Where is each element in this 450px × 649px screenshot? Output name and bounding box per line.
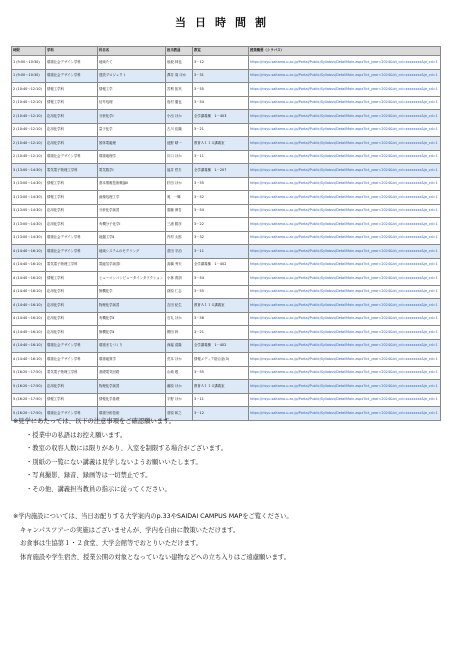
- department-cell: 環境社会デザイン学科: [46, 150, 98, 164]
- department-cell: 情報工学科: [46, 393, 98, 407]
- room-cell: 3－54: [193, 204, 249, 218]
- table-row: [12, 218, 441, 232]
- header-period: 時限: [12, 47, 46, 56]
- syllabus-link[interactable]: https://risyu.saitama-u.ac.jp/Portal/Public/Syllabus/DetailMain.aspx?lct_year=2024&lct_cd=xxxxxxxx&je_cd=1: [249, 204, 441, 218]
- syllabus-link[interactable]: https://risyu.saitama-u.ac.jp/Portal/Public/Syllabus/DetailMain.aspx?lct_year=2024&lct_cd=xxxxxxxx&je_cd=1: [249, 231, 441, 245]
- period-cell: 2 (10:40～12:10): [12, 150, 46, 164]
- department-cell: 応用化学科: [46, 326, 98, 340]
- notes-intro: ※見学にあたっては、以下の注意事項をご確認願います。: [13, 418, 176, 425]
- period-cell: 3 (13:00～14:30): [12, 204, 46, 218]
- subject-cell: 無機化学: [98, 285, 166, 299]
- subject-cell: ヒューマンコンピュータインタラクション: [98, 272, 166, 286]
- subject-cell: 情報化学基礎: [98, 393, 166, 407]
- teacher-cell: 島村 徹也: [166, 96, 193, 110]
- subject-cell: 基本情報技術概論Ⅱ: [98, 177, 166, 191]
- room-cell: 3－55: [193, 177, 249, 191]
- teacher-cell: 杉田 ほか: [166, 177, 193, 191]
- subject-cell: 情報工学: [98, 83, 166, 97]
- syllabus-link[interactable]: https://risyu.saitama-u.ac.jp/Portal/Public/Syllabus/DetailMain.aspx?lct_year=2024&lct_cd=xxxxxxxx&je_cd=1: [249, 191, 441, 205]
- subject-cell: 量子化学: [98, 123, 166, 137]
- syllabus-link[interactable]: https://risyu.saitama-u.ac.jp/Portal/Public/Syllabus/DetailMain.aspx?lct_year=2024&lct_cd=xxxxxxxx&je_cd=1: [249, 326, 441, 340]
- department-cell: 情報工学科: [46, 96, 98, 110]
- period-cell: 5 (16:20～17:50): [12, 380, 46, 394]
- syllabus-link[interactable]: https://risyu.saitama-u.ac.jp/Portal/Public/Syllabus/DetailMain.aspx?lct_year=2024&lct_cd=xxxxxxxx&je_cd=1: [249, 353, 441, 367]
- table-row: [12, 231, 441, 245]
- syllabus-link[interactable]: https://risyu.saitama-u.ac.jp/Portal/Public/Syllabus/DetailMain.aspx?lct_year=2024&lct_cd=xxxxxxxx&je_cd=1: [249, 299, 441, 313]
- room-cell: 3－55: [193, 83, 249, 97]
- teacher-cell: 三浦 勝彦: [166, 218, 193, 232]
- period-cell: 4 (14:40～16:10): [12, 258, 46, 272]
- teacher-cell: 荒本 ほか: [166, 353, 193, 367]
- teacher-cell: 内村 太郎: [166, 231, 193, 245]
- period-cell: 4 (14:40～16:10): [12, 353, 46, 367]
- department-cell: 環境社会デザイン学科: [46, 69, 98, 83]
- teacher-cell: 宮利 拓実: [166, 83, 193, 97]
- department-cell: 情報工学科: [46, 83, 98, 97]
- room-cell: 3－12: [193, 407, 249, 421]
- table-header-row: [12, 47, 441, 56]
- note-item: ・別紙の一覧にない講義は見学しないようお願いいたします。: [26, 458, 202, 466]
- table-row: [12, 312, 441, 326]
- syllabus-link[interactable]: https://risyu.saitama-u.ac.jp/Portal/Public/Syllabus/DetailMain.aspx?lct_year=2024&lct_cd=xxxxxxxx&je_cd=1: [249, 150, 441, 164]
- note-item: ・教室の収容人数には限りがあり、入室を制限する場合がございます。: [26, 445, 227, 452]
- department-cell: 応用化学科: [46, 137, 98, 151]
- subject-cell: 分析化学演習: [98, 204, 166, 218]
- teacher-cell: 小出 ほか: [166, 110, 193, 124]
- subject-cell: 環境地理学: [98, 150, 166, 164]
- period-cell: 5 (16:20～17:50): [12, 407, 46, 421]
- room-cell: 3－22: [193, 218, 249, 232]
- room-cell: 教育Ａ１１４講義室: [193, 299, 249, 313]
- syllabus-link[interactable]: https://risyu.saitama-u.ac.jp/Portal/Public/Syllabus/DetailMain.aspx?lct_year=2024&lct_cd=xxxxxxxx&je_cd=1: [249, 56, 441, 70]
- period-cell: 3 (13:00～14:30): [12, 177, 46, 191]
- department-cell: 電気電子物理工学科: [46, 258, 98, 272]
- subject-cell: 物理化学演習: [98, 299, 166, 313]
- room-cell: 3－12: [193, 56, 249, 70]
- department-cell: 応用化学科: [46, 285, 98, 299]
- teacher-cell: 深堀 清隆: [166, 339, 193, 353]
- header-teacher: 担当教員: [166, 47, 193, 56]
- table-row: [12, 164, 441, 178]
- table-row: [12, 380, 441, 394]
- room-cell: 情報メディア総合室(3): [193, 353, 249, 367]
- teacher-cell: 吉田 紀生: [166, 299, 193, 313]
- syllabus-link[interactable]: https://risyu.saitama-u.ac.jp/Portal/Public/Syllabus/DetailMain.aspx?lct_year=2024&lct_cd=xxxxxxxx&je_cd=1: [249, 312, 441, 326]
- table-row: [12, 123, 441, 137]
- table-row: [12, 150, 441, 164]
- subject-cell: 画像処理工学: [98, 191, 166, 205]
- table-row: [12, 339, 441, 353]
- department-cell: 環境社会デザイン学科: [46, 56, 98, 70]
- department-cell: 応用化学科: [46, 380, 98, 394]
- syllabus-link[interactable]: https://risyu.saitama-u.ac.jp/Portal/Public/Syllabus/DetailMain.aspx?lct_year=2024&lct_cd=xxxxxxxx&je_cd=1: [249, 96, 441, 110]
- room-cell: 全学講義棟 1－207: [193, 164, 249, 178]
- department-cell: 情報工学科: [46, 177, 98, 191]
- table-row: [12, 285, 441, 299]
- syllabus-link[interactable]: https://risyu.saitama-u.ac.jp/Portal/Public/Syllabus/DetailMain.aspx?lct_year=2024&lct_cd=xxxxxxxx&je_cd=1: [249, 218, 441, 232]
- teacher-cell: 澤井 周 ほか: [166, 69, 193, 83]
- syllabus-link[interactable]: https://risyu.saitama-u.ac.jp/Portal/Public/Syllabus/DetailMain.aspx?lct_year=2024&lct_cd=xxxxxxxx&je_cd=1: [249, 177, 441, 191]
- table-row: [12, 137, 441, 151]
- syllabus-link[interactable]: https://risyu.saitama-u.ac.jp/Portal/Public/Syllabus/DetailMain.aspx?lct_year=2024&lct_cd=xxxxxxxx&je_cd=1: [249, 123, 441, 137]
- room-cell: 3－54: [193, 96, 249, 110]
- teacher-cell: 宇野 ほか: [166, 393, 193, 407]
- room-cell: 3－52: [193, 191, 249, 205]
- syllabus-link[interactable]: https://risyu.saitama-u.ac.jp/Portal/Public/Syllabus/DetailMain.aspx?lct_year=2024&lct_cd=xxxxxxxx&je_cd=1: [249, 285, 441, 299]
- subject-cell: 環境まちづくり: [98, 339, 166, 353]
- syllabus-link[interactable]: https://risyu.saitama-u.ac.jp/Portal/Public/Syllabus/DetailMain.aspx?lct_year=2024&lct_cd=xxxxxxxx&je_cd=1: [249, 407, 441, 421]
- subject-cell: 建設プロジェクト: [98, 69, 166, 83]
- period-cell: 2 (10:40～12:10): [12, 110, 46, 124]
- period-cell: 4 (14:40～16:10): [12, 285, 46, 299]
- teacher-cell: 菅原 和之: [166, 407, 193, 421]
- table-row: [12, 366, 441, 380]
- period-cell: 3 (13:00～14:30): [12, 218, 46, 232]
- syllabus-link[interactable]: https://risyu.saitama-u.ac.jp/Portal/Public/Syllabus/DetailMain.aspx?lct_year=2024&lct_cd=xxxxxxxx&je_cd=1: [249, 245, 441, 259]
- department-cell: 電気電子物理工学科: [46, 164, 98, 178]
- subject-cell: 分析化学Ⅰ: [98, 110, 166, 124]
- period-cell: 4 (14:40～16:10): [12, 299, 46, 313]
- period-cell: 3 (13:00～14:30): [12, 231, 46, 245]
- syllabus-link[interactable]: https://risyu.saitama-u.ac.jp/Portal/Public/Syllabus/DetailMain.aspx?lct_year=2024&lct_cd=xxxxxxxx&je_cd=1: [249, 380, 441, 394]
- table-row: [12, 56, 441, 70]
- room-cell: 3－32: [193, 231, 249, 245]
- page-title: 当日時間割: [175, 16, 275, 29]
- department-cell: 環境社会デザイン学科: [46, 231, 98, 245]
- department-cell: 環境社会デザイン学科: [46, 339, 98, 353]
- subject-cell: 物理化学演習: [98, 380, 166, 394]
- teacher-cell: 柳田 幹: [166, 326, 193, 340]
- teacher-cell: 山崎 敬: [166, 366, 193, 380]
- table-row: [12, 96, 441, 110]
- period-cell: 1 (9:00～10:30): [12, 69, 46, 83]
- department-cell: 応用化学科: [46, 110, 98, 124]
- subject-cell: 地域システムのモデリング: [98, 245, 166, 259]
- subject-cell: 環境地質学: [98, 353, 166, 367]
- campus-note-line: お食事は生協第１・２食堂、大学会館等でおとりいただけます。: [20, 540, 203, 547]
- room-cell: 3－56: [193, 312, 249, 326]
- table-row: [12, 353, 441, 367]
- subject-cell: 基礎電気回路: [98, 366, 166, 380]
- teacher-cell: 小林 貴訓: [166, 272, 193, 286]
- room-cell: 3－55: [193, 366, 249, 380]
- department-cell: 環境社会デザイン学科: [46, 407, 98, 421]
- room-cell: 3－31: [193, 69, 249, 83]
- teacher-cell: 古川 佳織: [166, 123, 193, 137]
- table-row: [12, 204, 441, 218]
- period-cell: 3 (13:00～14:30): [12, 191, 46, 205]
- table-row: [12, 110, 441, 124]
- timetable-body: [12, 56, 441, 421]
- table-row: [12, 258, 441, 272]
- period-cell: 2 (10:40～12:10): [12, 96, 46, 110]
- subject-cell: 有機化学Ⅱ: [98, 312, 166, 326]
- period-cell: 4 (14:40～16:10): [12, 339, 46, 353]
- table-row: [12, 299, 441, 313]
- table-row: [12, 272, 441, 286]
- syllabus-link[interactable]: https://risyu.saitama-u.ac.jp/Portal/Public/Syllabus/DetailMain.aspx?lct_year=2024&lct_cd=xxxxxxxx&je_cd=1: [249, 272, 441, 286]
- subject-cell: 有機分子化学Ⅰ: [98, 218, 166, 232]
- note-item: ・その他、講義担当教員の指示に従ってください。: [26, 485, 171, 493]
- room-cell: 3－11: [193, 393, 249, 407]
- timetable: [11, 46, 441, 421]
- department-cell: 情報工学科: [46, 191, 98, 205]
- period-cell: 5 (16:20～17:50): [12, 393, 46, 407]
- department-cell: 環境社会デザイン学科: [46, 353, 98, 367]
- note-item: ・写真撮影、録音、録画等は一切禁止です。: [26, 472, 152, 479]
- subject-cell: 地盤工学Ⅱ: [98, 231, 166, 245]
- table-row: [12, 245, 441, 259]
- subject-cell: 電磁気学演習Ⅰ: [98, 258, 166, 272]
- subject-cell: 無機化学Ⅱ: [98, 326, 166, 340]
- syllabus-link[interactable]: https://risyu.saitama-u.ac.jp/Portal/Public/Syllabus/DetailMain.aspx?lct_year=2024&lct_cd=xxxxxxxx&je_cd=1: [249, 258, 441, 272]
- room-cell: 3－21: [193, 123, 249, 137]
- teacher-cell: 荻原 仁志: [166, 285, 193, 299]
- note-item: ・授業中の私語はお控え願います。: [26, 431, 127, 439]
- department-cell: 応用化学科: [46, 312, 98, 326]
- header-subject: 科目名: [98, 47, 166, 56]
- teacher-cell: 坂坂 林也: [166, 56, 193, 70]
- teacher-cell: 石丸 ほか: [166, 312, 193, 326]
- room-cell: 全学講義棟 1－402: [193, 339, 249, 353]
- period-cell: 1 (9:00～10:30): [12, 56, 46, 70]
- teacher-cell: 藤原 ほか: [166, 380, 193, 394]
- department-cell: 情報工学科: [46, 272, 98, 286]
- table-row: [12, 69, 441, 83]
- header-room: 教室: [193, 47, 249, 56]
- teacher-cell: 高橋 秀夫: [166, 258, 193, 272]
- table-row: [12, 177, 441, 191]
- table-row: [12, 393, 441, 407]
- period-cell: 2 (10:40～12:10): [12, 83, 46, 97]
- department-cell: 環境社会デザイン学科: [46, 245, 98, 259]
- table-row: [12, 191, 441, 205]
- teacher-cell: 奥 一輝: [166, 191, 193, 205]
- room-cell: 全学講義棟 1－402: [193, 258, 249, 272]
- teacher-cell: 池野 晴一: [166, 137, 193, 151]
- teacher-cell: 福井 哲夫: [166, 164, 193, 178]
- room-cell: 3－11: [193, 150, 249, 164]
- syllabus-link[interactable]: https://risyu.saitama-u.ac.jp/Portal/Public/Syllabus/DetailMain.aspx?lct_year=2024&lct_cd=xxxxxxxx&je_cd=1: [249, 164, 441, 178]
- syllabus-link[interactable]: https://risyu.saitama-u.ac.jp/Portal/Public/Syllabus/DetailMain.aspx?lct_year=2024&lct_cd=xxxxxxxx&je_cd=1: [249, 366, 441, 380]
- subject-cell: 環境分析技術: [98, 407, 166, 421]
- room-cell: 3－21: [193, 326, 249, 340]
- teacher-cell: 齋藤 伸吾: [166, 204, 193, 218]
- syllabus-link[interactable]: https://risyu.saitama-u.ac.jp/Portal/Public/Syllabus/DetailMain.aspx?lct_year=2024&lct_cd=xxxxxxxx&je_cd=1: [249, 393, 441, 407]
- header-syllabus: 授業概要（シラバス）: [249, 47, 441, 56]
- period-cell: 2 (10:40～12:10): [12, 137, 46, 151]
- department-cell: 応用化学科: [46, 218, 98, 232]
- syllabus-link[interactable]: https://risyu.saitama-u.ac.jp/Portal/Public/Syllabus/DetailMain.aspx?lct_year=2024&lct_cd=xxxxxxxx&je_cd=1: [249, 69, 441, 83]
- room-cell: 3－55: [193, 285, 249, 299]
- table-row: [12, 326, 441, 340]
- room-cell: 教育Ａ１１４講義室: [193, 137, 249, 151]
- header-department: 学科: [46, 47, 98, 56]
- table-row: [12, 83, 441, 97]
- period-cell: 3 (13:00～14:30): [12, 164, 46, 178]
- subject-cell: 電気数学Ⅰ: [98, 164, 166, 178]
- syllabus-link[interactable]: https://risyu.saitama-u.ac.jp/Portal/Public/Syllabus/DetailMain.aspx?lct_year=2024&lct_cd=xxxxxxxx&je_cd=1: [249, 110, 441, 124]
- room-cell: 3－54: [193, 272, 249, 286]
- department-cell: 電気電子物理工学科: [46, 366, 98, 380]
- campus-note-line: キャンパスツアーの実施はございませんが、学内を自由に散策いただけます。: [20, 526, 240, 534]
- teacher-cell: 川口 ほか: [166, 150, 193, 164]
- subject-cell: 信号処理: [98, 96, 166, 110]
- teacher-cell: 倉田 平治: [166, 245, 193, 259]
- subject-cell: 固体電磁理: [98, 137, 166, 151]
- campus-note-line: 体育施設や学生宿舎、授業公開の対象となっていない建物などへの立ち入りはご遠慮願います。: [20, 553, 291, 561]
- subject-cell: 地域たて: [98, 56, 166, 70]
- room-cell: 全学講義棟 1－403: [193, 110, 249, 124]
- period-cell: 4 (14:40～16:10): [12, 245, 46, 259]
- period-cell: 4 (14:40～16:10): [12, 312, 46, 326]
- department-cell: 応用化学科: [46, 204, 98, 218]
- campus-note-lead: ※学内施設については、当日お配りする大学案内のp.33やSAIDAI CAMPUS MAPをご覧ください。: [13, 513, 293, 520]
- department-cell: 応用化学科: [46, 299, 98, 313]
- room-cell: 教育Ａ１１４講義室: [193, 380, 249, 394]
- syllabus-link[interactable]: https://risyu.saitama-u.ac.jp/Portal/Public/Syllabus/DetailMain.aspx?lct_year=2024&lct_cd=xxxxxxxx&je_cd=1: [249, 339, 441, 353]
- room-cell: 3－11: [193, 245, 249, 259]
- period-cell: 5 (16:20～17:50): [12, 366, 46, 380]
- notes-section: [13, 415, 443, 564]
- period-cell: 4 (14:40～16:10): [12, 272, 46, 286]
- department-cell: 応用化学科: [46, 123, 98, 137]
- period-cell: 2 (10:40～12:10): [12, 123, 46, 137]
- period-cell: 4 (14:40～16:10): [12, 326, 46, 340]
- syllabus-link[interactable]: https://risyu.saitama-u.ac.jp/Portal/Public/Syllabus/DetailMain.aspx?lct_year=2024&lct_cd=xxxxxxxx&je_cd=1: [249, 83, 441, 97]
- syllabus-link[interactable]: https://risyu.saitama-u.ac.jp/Portal/Public/Syllabus/DetailMain.aspx?lct_year=2024&lct_cd=xxxxxxxx&je_cd=1: [249, 137, 441, 151]
